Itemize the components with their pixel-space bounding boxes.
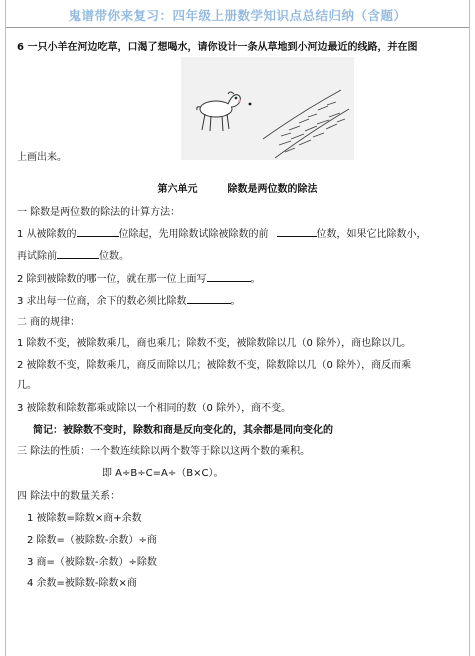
section-1-heading: 一 除数是两位数的除法的计算方法： [17, 207, 181, 218]
step-2-text-a: 2 除到被除数的哪一位，就在那一位上面写 [17, 274, 207, 285]
sheep-icon-and-river-bank-icon [181, 57, 354, 160]
fill-blank[interactable] [187, 295, 231, 304]
section-1-step-3 [17, 295, 241, 308]
step-1-text-a: 1 从被除数的 [17, 229, 77, 240]
section-1-step-1-cont [17, 250, 129, 263]
section-2-note: 简记：被除数不变时，除数和商是反向变化的，其余都是同向变化的 [33, 425, 333, 436]
section-2-rule-3: 3 被除数和除数都乘或除以一个相同的数（0 除外），商不变。 [17, 403, 292, 414]
fill-blank[interactable] [207, 273, 251, 282]
river-bank-icon [263, 90, 349, 158]
step-1-text-c: 位数，如果它比除数小， [316, 229, 427, 240]
list-item: 1 被除数=除数×商+余数 [27, 513, 142, 524]
section-1-step-2 [17, 273, 261, 286]
header-rule [6, 27, 469, 28]
section-4-heading: 四 除法中的数量关系： [17, 491, 121, 502]
step-3-text-b: 。 [230, 296, 241, 307]
step-1-text-b: 位除起，先用除数试除被除数的前 [118, 229, 269, 240]
unit-title: 除数是两位数的除法 [227, 184, 318, 195]
section-2-heading: 二 商的规律： [17, 317, 81, 328]
unit-6-heading [0, 184, 475, 196]
section-2-rule-2-cont: 几。 [17, 380, 37, 391]
fill-blank[interactable] [57, 250, 99, 259]
list-item: 2 除数=（被除数-余数）÷商 [27, 535, 157, 546]
list-item: 3 商=（被除数-余数）÷除数 [27, 557, 157, 568]
problem-6-text: 6 一只小羊在河边吃草，口渴了想喝水，请你设计一条从草地到小河边最近的线路，并在图 [17, 42, 418, 53]
list-item: 4 余数=被除数-除数×商 [27, 578, 137, 589]
fill-blank[interactable] [77, 228, 119, 237]
section-3-formula: 即 A÷B÷C=A÷（B×C）。 [102, 468, 224, 479]
step-1-text-e: 位数。 [99, 251, 129, 262]
section-2-rule-2: 2 被除数不变，除数乘几，商反而除以几；被除数不变，除数除以几（0 除外），商反而乘 [17, 360, 412, 371]
section-3-heading: 三 除法的性质：一个数连续除以两个数等于除以这两个数的乘积。 [17, 446, 311, 457]
step-3-text-a: 3 求出每一位商，余下的数必须比除数 [17, 296, 187, 307]
step-1-text-d: 再试除前 [17, 251, 57, 262]
sheep-position-dot [249, 103, 252, 106]
section-1-step-1 [17, 228, 427, 241]
unit-label: 第六单元 [157, 184, 198, 195]
page-header-title: 鬼谱带你来复习：四年级上册数学知识点总结归纳（含题） [68, 8, 407, 23]
section-2-rule-1: 1 除数不变，被除数乘几，商也乘几；除数不变，被除数除以几（0 除外），商也除以几。 [17, 338, 412, 349]
sheep-river-figure [181, 57, 354, 160]
step-2-text-b: 。 [250, 274, 261, 285]
fill-blank[interactable] [277, 228, 317, 237]
sheep-icon [197, 92, 241, 131]
problem-6-text-cont: 上画出来。 [17, 152, 67, 163]
